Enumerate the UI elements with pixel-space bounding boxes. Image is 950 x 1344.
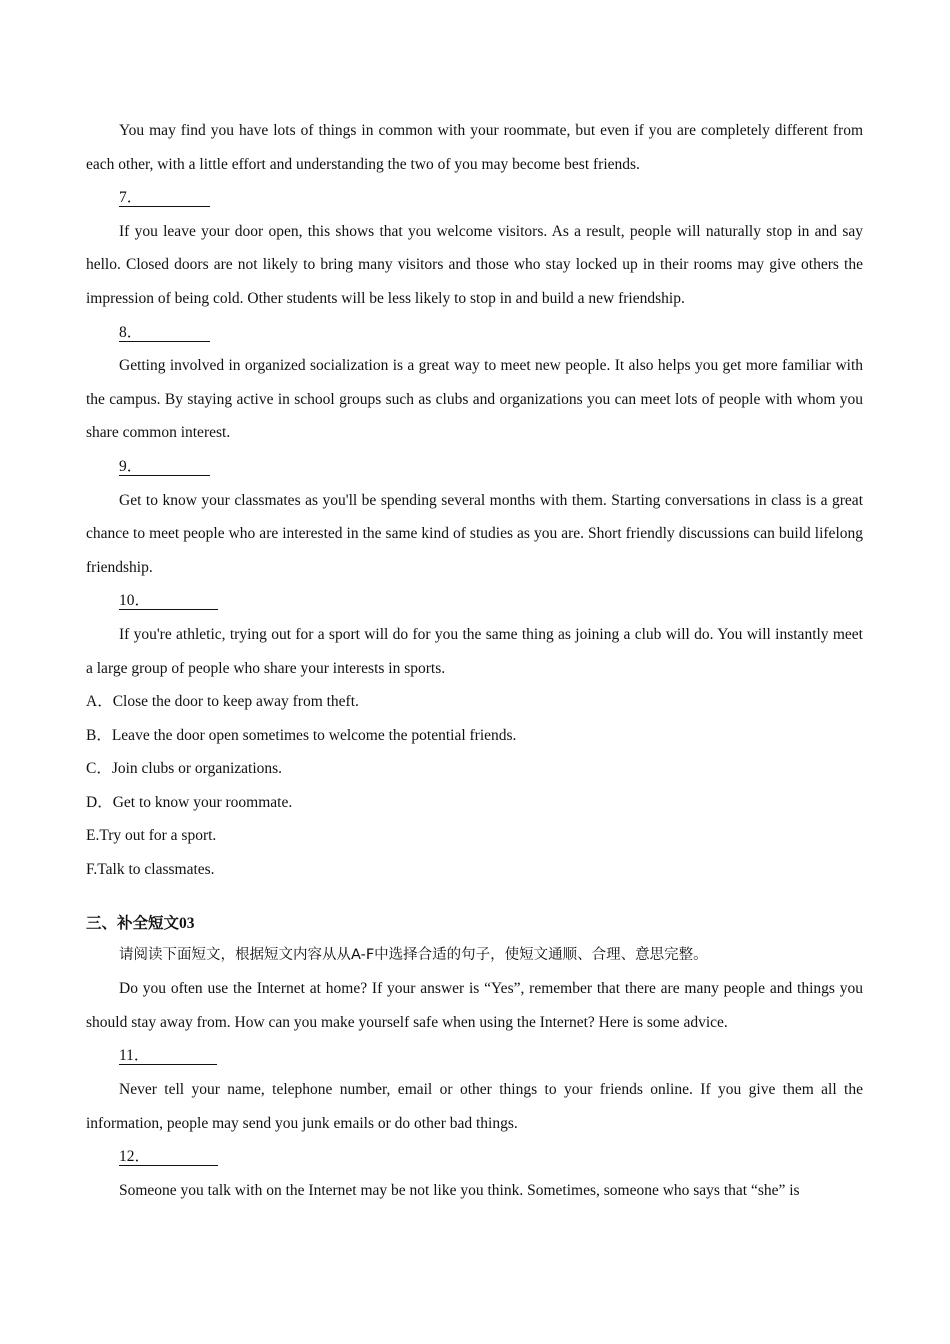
paragraph: Never tell your name, telephone number, email or other things to your friends online. If you give them all the information, people may send you junk emails or do other bad things. — [86, 1081, 863, 1132]
option-e: E.Try out for a sport. — [86, 827, 217, 845]
option-a: A．Close the door to keep away from theft. — [86, 693, 359, 711]
answer-blank-11[interactable]: 11． — [119, 1047, 217, 1065]
answer-blank-10[interactable]: 10． — [119, 592, 218, 610]
question-8 — [86, 316, 863, 350]
answer-blank-9[interactable]: 9． — [119, 458, 210, 476]
section-spacer — [86, 887, 863, 909]
paragraph: Someone you talk with on the Internet may be not like you think. Sometimes, someone who says that “she” is — [119, 1181, 800, 1199]
paragraph: Get to know your classmates as you'll be spending several months with them. Starting conversations in class is a great chance to meet people who are interested in the same kind of studies as you are. Short friendly discussions can build lifelong friendship. — [86, 491, 863, 576]
question-9 — [86, 450, 863, 484]
answer-blank-7[interactable]: 7． — [119, 189, 210, 207]
paragraph: Getting involved in organized socialization is a great way to meet new people. It also helps you get more familiar with the campus. By staying active in school groups such as clubs and organizations you can meet lots of people with whom you share common interest. — [86, 357, 863, 442]
question-10 — [86, 584, 863, 618]
document-content — [86, 114, 863, 1207]
paragraph: If you leave your door open, this shows that you welcome visitors. As a result, people will naturally stop in and say hello. Closed doors are not likely to bring many visitors and those who stay locked up in their rooms may give others the impression of being cold. Other students will be less likely to stop in and build a new friendship. — [86, 222, 863, 307]
instruction: 请阅读下面短文，根据短文内容从从A-F中选择合适的句子，使短文通顺、合理、意思完整。 — [119, 946, 708, 963]
answer-blank-8[interactable]: 8． — [119, 324, 210, 342]
question-7 — [86, 181, 863, 215]
question-11 — [86, 1039, 863, 1073]
answer-blank-12[interactable]: 12． — [119, 1148, 218, 1166]
option-d: D．Get to know your roommate. — [86, 793, 293, 811]
paragraph: Do you often use the Internet at home? If your answer is “Yes”, remember that there are many people and things you should stay away from. How can you make yourself safe when using the Internet? Here is some advice. — [86, 980, 863, 1031]
option-f: F.Talk to classmates. — [86, 861, 215, 879]
option-c: C．Join clubs or organizations. — [86, 760, 283, 778]
question-12 — [86, 1140, 863, 1174]
option-b: B．Leave the door open sometimes to welcome the potential friends. — [86, 726, 517, 744]
paragraph: If you're athletic, trying out for a sport will do for you the same thing as joining a club will do. You will instantly meet a large group of people who share your interests in sports. — [86, 625, 863, 677]
section-title: 三、补全短文03 — [86, 914, 195, 932]
paragraph: You may find you have lots of things in common with your roommate, but even if you are completely different from each other, with a little effort and understanding the two of you may become best friends. — [86, 122, 863, 173]
